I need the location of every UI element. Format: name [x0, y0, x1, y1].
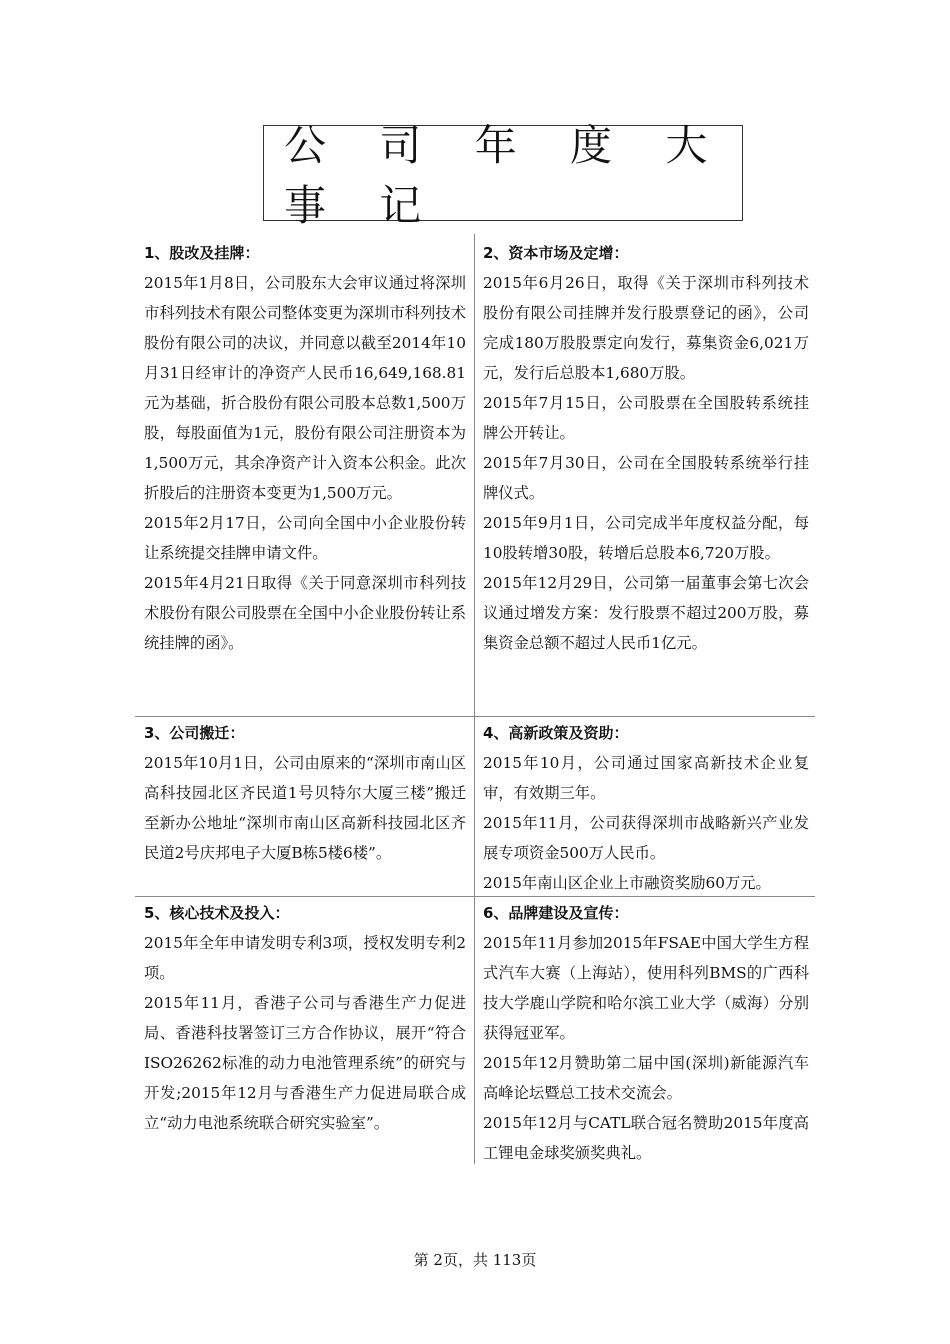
section-heading: 4、高新政策及资助： [483, 724, 629, 742]
section-paragraph: 2015年11月，公司获得深圳市战略新兴产业发展专项资金500万人民币。 [483, 814, 809, 862]
section-paragraph: 2015年12月赞助第二届中国(深圳)新能源汽车高峰论坛暨总工技术交流会。 [483, 1054, 809, 1102]
section-relocation [144, 718, 466, 868]
section-paragraph: 2015年11月参加2015年FSAE中国大学生方程式汽车大赛（上海站），使用科列BMS的广西科技大学鹿山学院和哈尔滨工业大学（威海）分别获得冠亚军。 [483, 934, 809, 1042]
section-paragraph: 2015年9月1日，公司完成半年度权益分配，每10股转增30股，转增后总股本6,720万股。 [483, 514, 809, 562]
section-paragraph: 2015年12月与CATL联合冠名赞助2015年度高工锂电金球奖颁奖典礼。 [483, 1114, 809, 1162]
section-paragraph: 2015年10月，公司通过国家高新技术企业复审，有效期三年。 [483, 754, 809, 802]
row-divider-1 [135, 716, 815, 717]
section-paragraph: 2015年全年申请发明专利3项，授权发明专利2项。 [144, 934, 466, 982]
section-capital-market [483, 238, 809, 658]
section-paragraph: 2015年12月29日，公司第一届董事会第七次会议通过增发方案：发行股票不超过200万股，募集资金总额不超过人民币1亿元。 [483, 574, 809, 652]
section-paragraph: 2015年南山区企业上市融资奖励60万元。 [483, 874, 771, 892]
section-paragraph: 2015年11月，香港子公司与香港生产力促进局、香港科技署签订三方合作协议，展开“符合ISO26262标准的动力电池管理系统”的研究与开发;2015年12月与香港生产力促进局联合成立“动力电池系统联合研究实验室”。 [144, 994, 466, 1132]
section-share-reform [144, 238, 466, 658]
section-heading: 2、资本市场及定增： [483, 244, 629, 262]
section-core-technology [144, 898, 466, 1138]
page-footer: 第 2页，共 113页 [413, 1251, 537, 1269]
section-paragraph: 2015年7月30日，公司在全国股转系统举行挂牌仪式。 [483, 454, 809, 502]
title-box [263, 121, 743, 230]
section-paragraph: 2015年4月21日取得《关于同意深圳市科列技术股份有限公司股票在全国中小企业股份转让系统挂牌的函》。 [144, 574, 466, 652]
section-heading: 5、核心技术及投入： [144, 904, 290, 922]
section-paragraph: 2015年6月26日，取得《关于深圳市科列技术股份有限公司挂牌并发行股票登记的函》，公司完成180万股股票定向发行，募集资金6,021万元，发行后总股本1,680万股。 [483, 274, 809, 382]
section-high-tech-policy [483, 718, 809, 898]
section-brand-building [483, 898, 809, 1168]
section-paragraph: 2015年10月1日，公司由原来的“深圳市南山区高科技园北区齐民道1号贝特尔大厦三楼”搬迁至新办公地址“深圳市南山区高新科技园北区齐民道2号庆邦电子大厦B栋5楼6楼”。 [144, 754, 466, 862]
section-paragraph: 2015年1月8日，公司股东大会审议通过将深圳市科列技术有限公司整体变更为深圳市科列技术股份有限公司的决议，并同意以截至2014年10月31日经审计的净资产人民币16,649,168.81元为基础，折合股份有限公司股本总数1,500万股，每股面值为1元，股份有限公司注册资本为1,500万元，其余净资产计入资本公积金。此次折股后的注册资本变更为1,500万元。 [144, 274, 466, 502]
section-paragraph: 2015年2月17日，公司向全国中小企业股份转让系统提交挂牌申请文件。 [144, 514, 466, 562]
section-heading: 1、股改及挂牌： [144, 244, 260, 262]
section-heading: 6、品牌建设及宣传： [483, 904, 629, 922]
page-title: 公 司 年 度 大 事 记 [284, 121, 728, 230]
section-heading: 3、公司搬迁： [144, 724, 245, 742]
column-divider [474, 234, 475, 1164]
section-paragraph: 2015年7月15日，公司股票在全国股转系统挂牌公开转让。 [483, 394, 809, 442]
